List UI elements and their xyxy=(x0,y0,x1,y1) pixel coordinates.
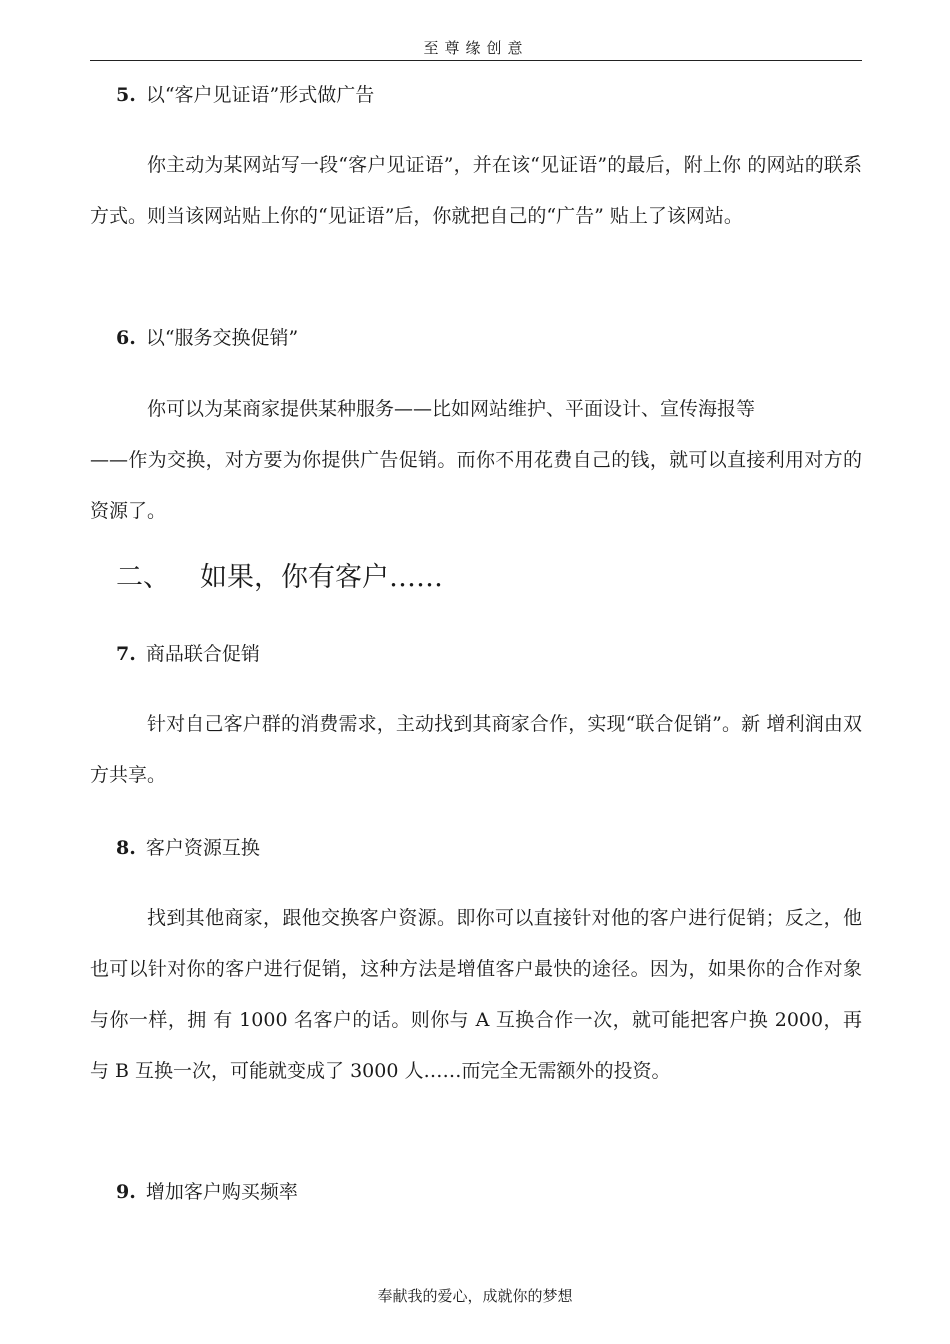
page-footer xyxy=(0,1286,950,1306)
page-header xyxy=(90,38,862,61)
item-title: 商品联合促销 xyxy=(145,643,260,665)
item-number: 9. xyxy=(116,1181,136,1203)
item-heading-7 xyxy=(116,642,260,666)
item-title: 以“服务交换促销” xyxy=(145,327,299,349)
item-title: 以“客户见证语”形式做广告 xyxy=(145,84,375,106)
section-title: 如果，你有客户…… xyxy=(200,562,443,593)
paragraph: 找到其他商家，跟他交换客户资源。即你可以直接针对他的客户进行促销；反之，他也可以针对你的客户进行促销，这种方法是增值客户最快的途径。因为，如果你的合作对象与你一样，拥 有 1000 名客户的话。则你与 A 互换合作一次，就可能把客户换 2000，再与 B 互换一次，可能就变成了 3000 人……而完全无需额外的投资。 xyxy=(90,907,862,1082)
item-number: 5. xyxy=(116,84,136,106)
item-number: 6. xyxy=(116,327,136,349)
item-number: 8. xyxy=(116,837,136,859)
item-title: 增加客户购买频率 xyxy=(145,1181,298,1203)
header-title: 至尊缘创意 xyxy=(423,39,529,57)
paragraph: 针对自己客户群的消费需求，主动找到其商家合作，实现“联合促销”。新 增利润由双方共享。 xyxy=(90,713,862,786)
item-title: 客户资源互换 xyxy=(145,837,260,859)
item-heading-5 xyxy=(116,83,374,107)
footer-text: 奉献我的爱心，成就你的梦想 xyxy=(377,1287,573,1305)
paragraph: ——作为交换，对方要为你提供广告促销。而你不用花费自己的钱，就可以直接利用对方的资源了。 xyxy=(90,449,862,522)
item-number: 7. xyxy=(116,643,136,665)
paragraph: 你主动为某网站写一段“客户见证语”，并在该“见证语”的最后，附上你 的网站的联系方式。则当该网站贴上你的“见证语”后，你就把自己的“广告” 贴上了该网站。 xyxy=(90,154,862,227)
item-heading-9 xyxy=(116,1180,298,1204)
item-heading-6 xyxy=(116,326,298,350)
section-heading xyxy=(116,560,443,596)
section-number: 二、 xyxy=(116,562,170,593)
item-heading-8 xyxy=(116,836,260,860)
paragraph: 你可以为某商家提供某种服务——比如网站维护、平面设计、宣传海报等 xyxy=(147,398,756,420)
